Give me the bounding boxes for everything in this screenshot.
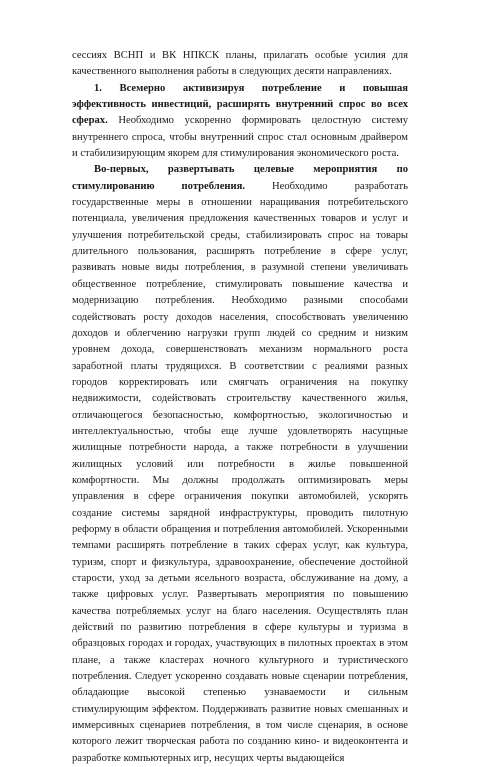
section-1-text: Необходимо ускоренно формировать целостную систему внутреннего спроса, чтобы внутренний спрос стал основным драйвером и стабилизирующим якорем для стимулирования экономического роста.: [72, 115, 408, 160]
paragraph-first-measure: [72, 162, 408, 767]
section-1-heading: 1. Всемерно активизируя потребление и повышая эффективность инвестиций, расширять внутренний спрос во всех сферах.: [72, 82, 408, 127]
paragraph-section-1: [72, 81, 408, 163]
first-measure-heading: Во-первых, развертывать целевые мероприятия по стимулированию потребления.: [72, 164, 408, 192]
paragraph-intro-text: сессиях ВСНП и ВК НПКСК планы, прилагать особые усилия для качественного выполнения работы в следующих десяти направлениях.: [72, 50, 408, 78]
paragraph-intro: [72, 48, 408, 81]
first-measure-text: Необходимо разработать государственные меры в отношении наращивания потребительского потенциала, увеличения предложения качественных товаров и услуг и улучшения потребительской среды, стабилизировать спрос на товары длительного пользования, расширять потребление в сфере услуг, развивать новые виды потребления, в разумной степени увеличивать общественное потребление, стимулировать повышение качества и модернизацию потребления. Необходимо разными способами содействовать росту доходов населения, способствовать увеличению доходов и облегчению нагрузки групп людей со средним и низким уровнем дохода, совершенствовать механизм нормального роста заработной платы трудящихся. В соответствии с реалиями разных городов корректировать или смягчать ограничения на покупку недвижимости, содействовать строительству качественного жилья, отличающегося безопасностью, комфортностью, экологичностью и интеллектуальностью, чтобы еще лучше удовлетворять насущные жилищные потребности народа, а также потребности в улучшении жилищных условий или потребности в жилье повышенной комфортности. Мы должны продолжать оптимизировать меры управления в сфере ограничения покупки автомобилей, ускорять создание системы зарядной инфраструктуры, проводить пилотную реформу в области обращения и потребления автомобилей. Ускоренными темпами расширять потребление в таких сферах услуг, как культура, туризм, спорт и физкультура, здравоохранение, обеспечение достойной старости, уход за детьми ясельного возраста, обслуживание на дому, а также цифровых услуг. Развертывать мероприятия по повышению качества потребляемых услуг на благо населения. Осуществлять план действий по развитию потребления в сфере культуры и туризма в образцовых городах и городах, участвующих в пилотных проектах в этом плане, а также кластерах ночного культурного и туристического потребления. Следует ускоренно создавать новые сценарии потребления, обладающие высокой степенью узнаваемости и сильным стимулирующим эффектом. Поддерживать развитие новых смешанных и иммерсивных сценариев потребления, в том числе сценария, в основе которого лежит творческая работа по созданию кино- и видеоконтента и разработке компьютерных игр, несущих черты выдающейся: [72, 180, 408, 764]
